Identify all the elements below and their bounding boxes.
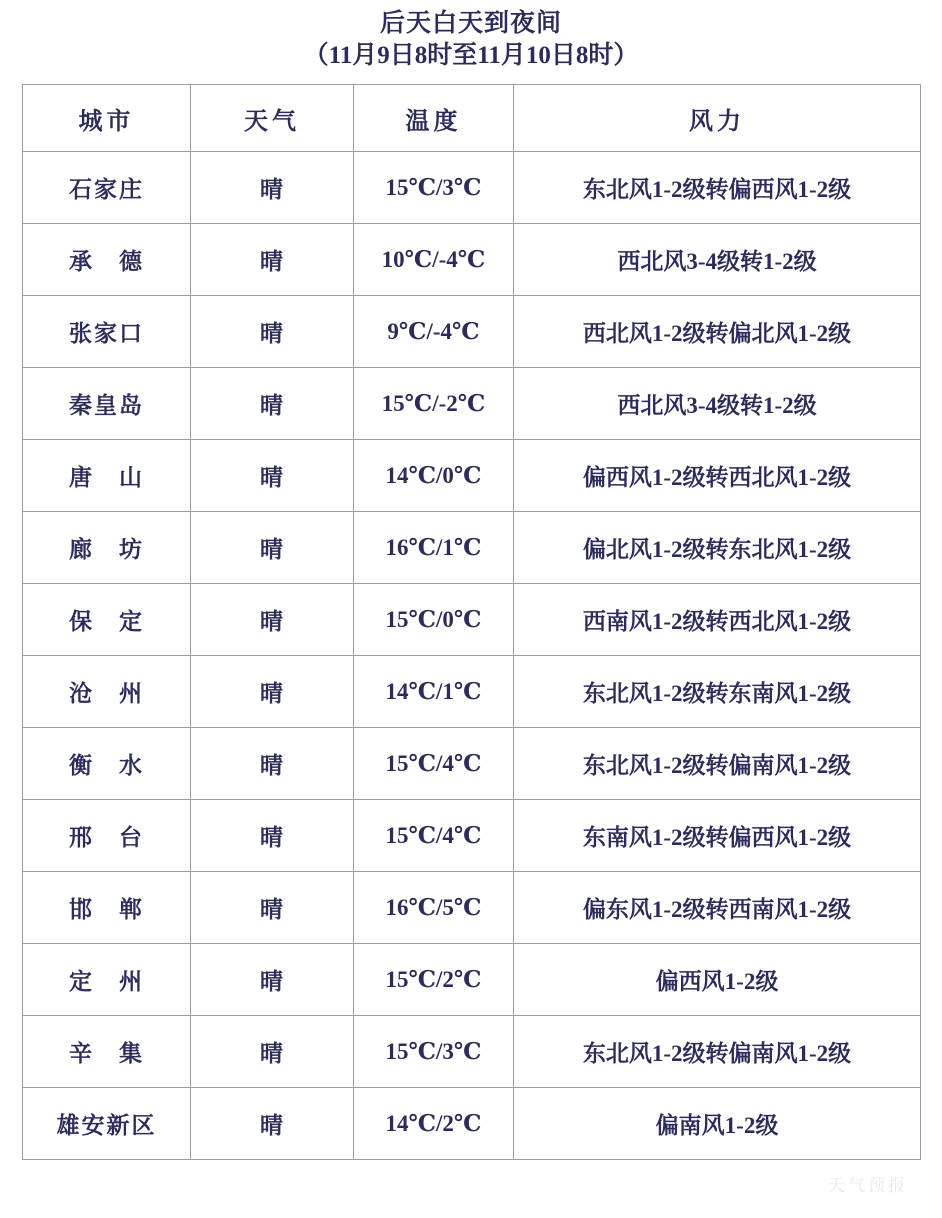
- cell-city: 辛 集: [23, 1016, 191, 1088]
- table-row: [23, 224, 921, 296]
- cell-temperature: 15℃/4℃: [354, 800, 514, 872]
- table-row: [23, 872, 921, 944]
- cell-temperature: 15℃/4℃: [354, 728, 514, 800]
- cell-temperature: 16℃/1℃: [354, 512, 514, 584]
- cell-weather: 晴: [191, 944, 354, 1016]
- cell-temperature: 9℃/-4℃: [354, 296, 514, 368]
- cell-weather: 晴: [191, 1016, 354, 1088]
- table-row: [23, 800, 921, 872]
- table-row: [23, 512, 921, 584]
- cell-city: 保 定: [23, 584, 191, 656]
- table-body: [23, 152, 921, 1160]
- cell-city: 衡 水: [23, 728, 191, 800]
- cell-city: 邯 郸: [23, 872, 191, 944]
- cell-weather: 晴: [191, 152, 354, 224]
- title-main: 后天白天到夜间: [379, 10, 562, 37]
- column-header-temperature: 温度: [354, 85, 514, 152]
- cell-wind: 西南风1-2级转西北风1-2级: [514, 584, 921, 656]
- page-title: [22, 8, 920, 72]
- table-row: [23, 944, 921, 1016]
- cell-weather: 晴: [191, 224, 354, 296]
- cell-wind: 西北风3-4级转1-2级: [514, 224, 921, 296]
- cell-temperature: 15℃/3℃: [354, 1016, 514, 1088]
- cell-weather: 晴: [191, 872, 354, 944]
- cell-wind: 偏东风1-2级转西南风1-2级: [514, 872, 921, 944]
- cell-temperature: 14℃/1℃: [354, 656, 514, 728]
- cell-weather: 晴: [191, 800, 354, 872]
- cell-city: 定 州: [23, 944, 191, 1016]
- cell-temperature: 15℃/2℃: [354, 944, 514, 1016]
- cell-city: 雄安新区: [23, 1088, 191, 1160]
- cell-city: 石家庄: [23, 152, 191, 224]
- cell-temperature: 10℃/-4℃: [354, 224, 514, 296]
- table-row: [23, 656, 921, 728]
- cell-wind: 偏北风1-2级转东北风1-2级: [514, 512, 921, 584]
- cell-temperature: 15℃/0℃: [354, 584, 514, 656]
- cell-temperature: 16℃/5℃: [354, 872, 514, 944]
- cell-weather: 晴: [191, 296, 354, 368]
- column-header-weather: 天气: [191, 85, 354, 152]
- weather-table: [22, 84, 921, 1160]
- cell-wind: 偏西风1-2级转西北风1-2级: [514, 440, 921, 512]
- cell-temperature: 14℃/0℃: [354, 440, 514, 512]
- table-row: [23, 1016, 921, 1088]
- cell-wind: 偏南风1-2级: [514, 1088, 921, 1160]
- cell-wind: 西北风3-4级转1-2级: [514, 368, 921, 440]
- cell-city: 沧 州: [23, 656, 191, 728]
- cell-city: 廊 坊: [23, 512, 191, 584]
- cell-weather: 晴: [191, 728, 354, 800]
- title-subtitle: （11月9日8时至11月10日8时）: [303, 42, 639, 69]
- watermark: 天气预报: [828, 1176, 908, 1195]
- table-row: [23, 296, 921, 368]
- cell-wind: 东北风1-2级转偏南风1-2级: [514, 1016, 921, 1088]
- table-row: [23, 440, 921, 512]
- cell-wind: 偏西风1-2级: [514, 944, 921, 1016]
- cell-temperature: 15℃/-2℃: [354, 368, 514, 440]
- cell-temperature: 15℃/3℃: [354, 152, 514, 224]
- cell-weather: 晴: [191, 368, 354, 440]
- column-header-wind: 风力: [514, 85, 921, 152]
- cell-city: 承 德: [23, 224, 191, 296]
- cell-city: 邢 台: [23, 800, 191, 872]
- column-header-city: 城市: [23, 85, 191, 152]
- table-row: [23, 368, 921, 440]
- cell-city: 秦皇岛: [23, 368, 191, 440]
- cell-temperature: 14℃/2℃: [354, 1088, 514, 1160]
- table-row: [23, 1088, 921, 1160]
- table-header-row: [23, 85, 921, 152]
- cell-weather: 晴: [191, 656, 354, 728]
- table-row: [23, 152, 921, 224]
- cell-wind: 西北风1-2级转偏北风1-2级: [514, 296, 921, 368]
- cell-weather: 晴: [191, 512, 354, 584]
- table-row: [23, 728, 921, 800]
- cell-wind: 东南风1-2级转偏西风1-2级: [514, 800, 921, 872]
- cell-wind: 东北风1-2级转偏西风1-2级: [514, 152, 921, 224]
- cell-wind: 东北风1-2级转偏南风1-2级: [514, 728, 921, 800]
- table-row: [23, 584, 921, 656]
- cell-weather: 晴: [191, 584, 354, 656]
- cell-weather: 晴: [191, 1088, 354, 1160]
- cell-weather: 晴: [191, 440, 354, 512]
- cell-city: 张家口: [23, 296, 191, 368]
- cell-city: 唐 山: [23, 440, 191, 512]
- cell-wind: 东北风1-2级转东南风1-2级: [514, 656, 921, 728]
